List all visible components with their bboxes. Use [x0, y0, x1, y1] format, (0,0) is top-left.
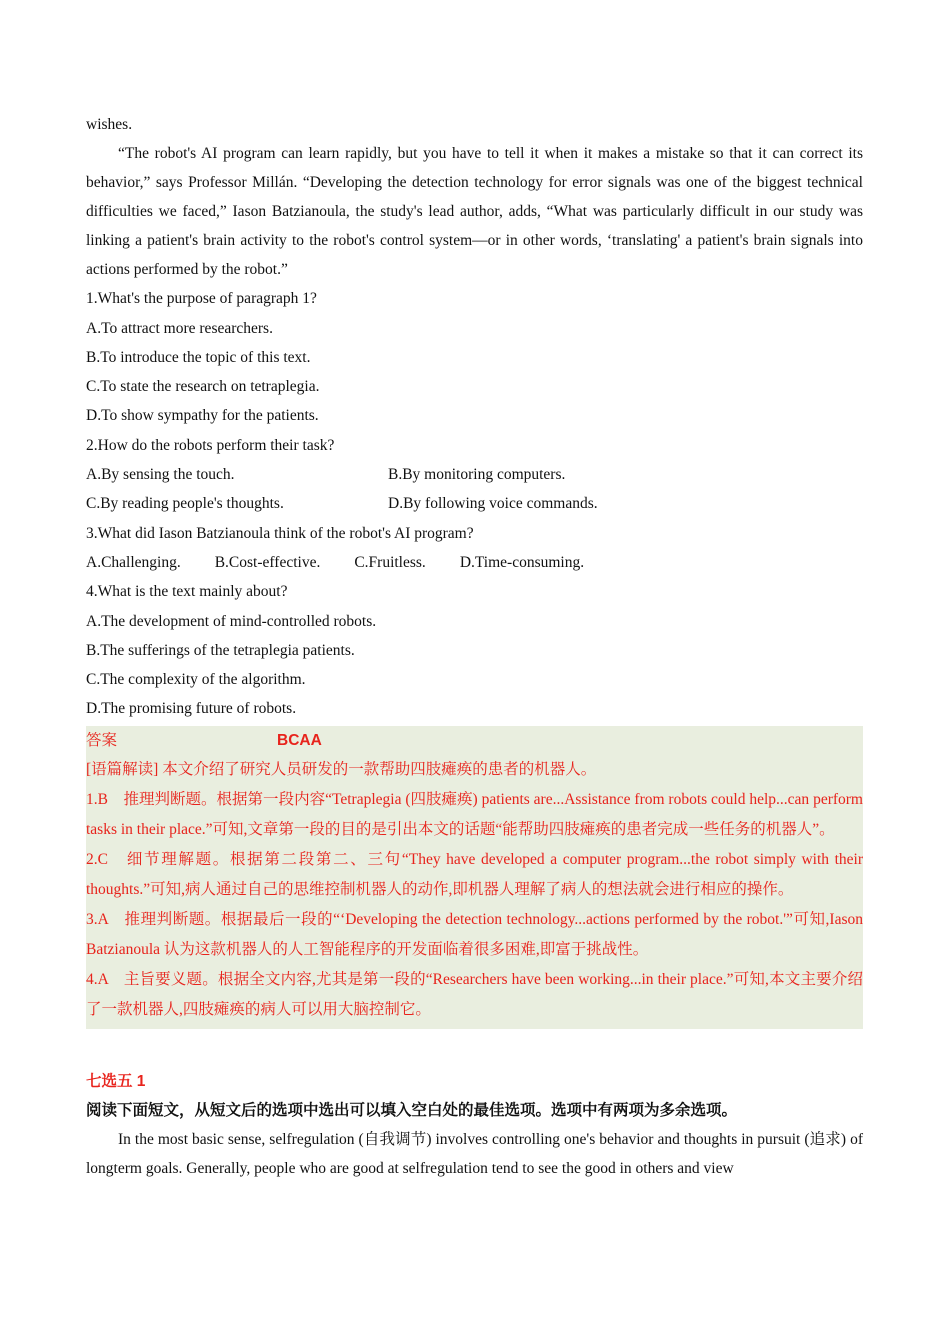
answer-label: 答案 [86, 731, 118, 749]
answer-explanation: 3.A 推理判断题。根据最后一段的“‘Developing the detection technology...actions performed by the robot.'”可知,Iason Batzianoula 认为这款机器人的人工智能程序的开发面临着很多困难,即富于挑战性。 [86, 910, 863, 958]
option: C.By reading people's thoughts. [86, 495, 284, 513]
option: B.The sufferings of the tetraplegia patients. [86, 641, 355, 659]
option: C.Fruitless. [354, 553, 426, 571]
option: B.By monitoring computers. [388, 466, 566, 484]
option-row [86, 460, 863, 489]
option: D.To show sympathy for the patients. [86, 407, 319, 425]
section-title: 七选五 1 [86, 1072, 146, 1090]
option: C.To state the research on tetraplegia. [86, 378, 320, 396]
question-3 [86, 519, 863, 578]
answer-header [86, 726, 863, 756]
option: A.By sensing the touch. [86, 466, 235, 484]
question-stem: 2.How do the robots perform their task? [86, 436, 335, 454]
section-instruction: 阅读下面短文，从短文后的选项中选出可以填入空白处的最佳选项。选项中有两项为多余选项。 [86, 1101, 738, 1119]
passage-paragraph: “The robot's AI program can learn rapidly, but you have to tell it when it makes a mistake so that it can correct its behavior,” says Professor Millán. “Developing the detection technology for error signals was one of the biggest technical difficulties we faced,” Iason Batzianoula, the study's lead author, adds, “What was particularly difficult in our study was linking a patient's brain activity to the robot's control system—or in other words, ‘translating' a patient's brain signals into actions performed by the robot.” [86, 145, 863, 279]
option: B.To introduce the topic of this text. [86, 348, 311, 366]
option: A.Challenging. [86, 553, 181, 571]
option: D.Time-consuming. [459, 553, 585, 571]
answer-key: BCAA [277, 731, 322, 749]
question-2 [86, 431, 863, 519]
option-row [86, 489, 863, 518]
answer-explanation: 4.A 主旨要义题。根据全文内容,尤其是第一段的“Researchers have been working...in their place.”可知,本文主要介绍了一款机器人,四肢瘫痪的病人可以用大脑控制它。 [86, 970, 863, 1018]
option: C.The complexity of the algorithm. [86, 671, 306, 689]
option: D.By following voice commands. [388, 495, 598, 513]
question-stem: 3.What did Iason Batzianoula think of the robot's AI program? [86, 524, 474, 542]
question-1 [86, 284, 863, 430]
section-paragraph: In the most basic sense, selfregulation (自我调节) involves controlling one's behavior and thoughts in pursuit (追求) of longterm goals. Generally, people who are good at selfregulation tend to see the good in others and view [86, 1130, 863, 1177]
answer-summary: [语篇解读] 本文介绍了研究人员研发的一款帮助四肢瘫痪的患者的机器人。 [86, 761, 597, 779]
answer-box [86, 726, 863, 1029]
question-4 [86, 577, 863, 723]
option: A.The development of mind-controlled robots. [86, 612, 377, 630]
option-row [86, 548, 863, 577]
answer-explanation: 2.C 细节理解题。根据第二段第二、三句“They have developed a computer program...the robot simply with their thoughts.”可知,病人通过自己的思维控制机器人的动作,即机器人理解了病人的想法就会进行相应的操作。 [86, 850, 863, 898]
answer-explanation: 1.B 推理判断题。根据第一段内容“Tetraplegia (四肢瘫痪) patients are...Assistance from robots could help...can perform tasks in their place.”可知,文章第一段的目的是引出本文的话题“能帮助四肢瘫痪的患者完成一些任务的机器人”。 [86, 790, 863, 838]
question-stem: 4.What is the text mainly about? [86, 583, 288, 601]
passage-line: wishes. [86, 116, 133, 133]
option: A.To attract more researchers. [86, 319, 273, 337]
option: B.Cost-effective. [214, 553, 321, 571]
document-page [86, 110, 863, 1183]
question-stem: 1.What's the purpose of paragraph 1? [86, 290, 317, 308]
option: D.The promising future of robots. [86, 700, 297, 718]
